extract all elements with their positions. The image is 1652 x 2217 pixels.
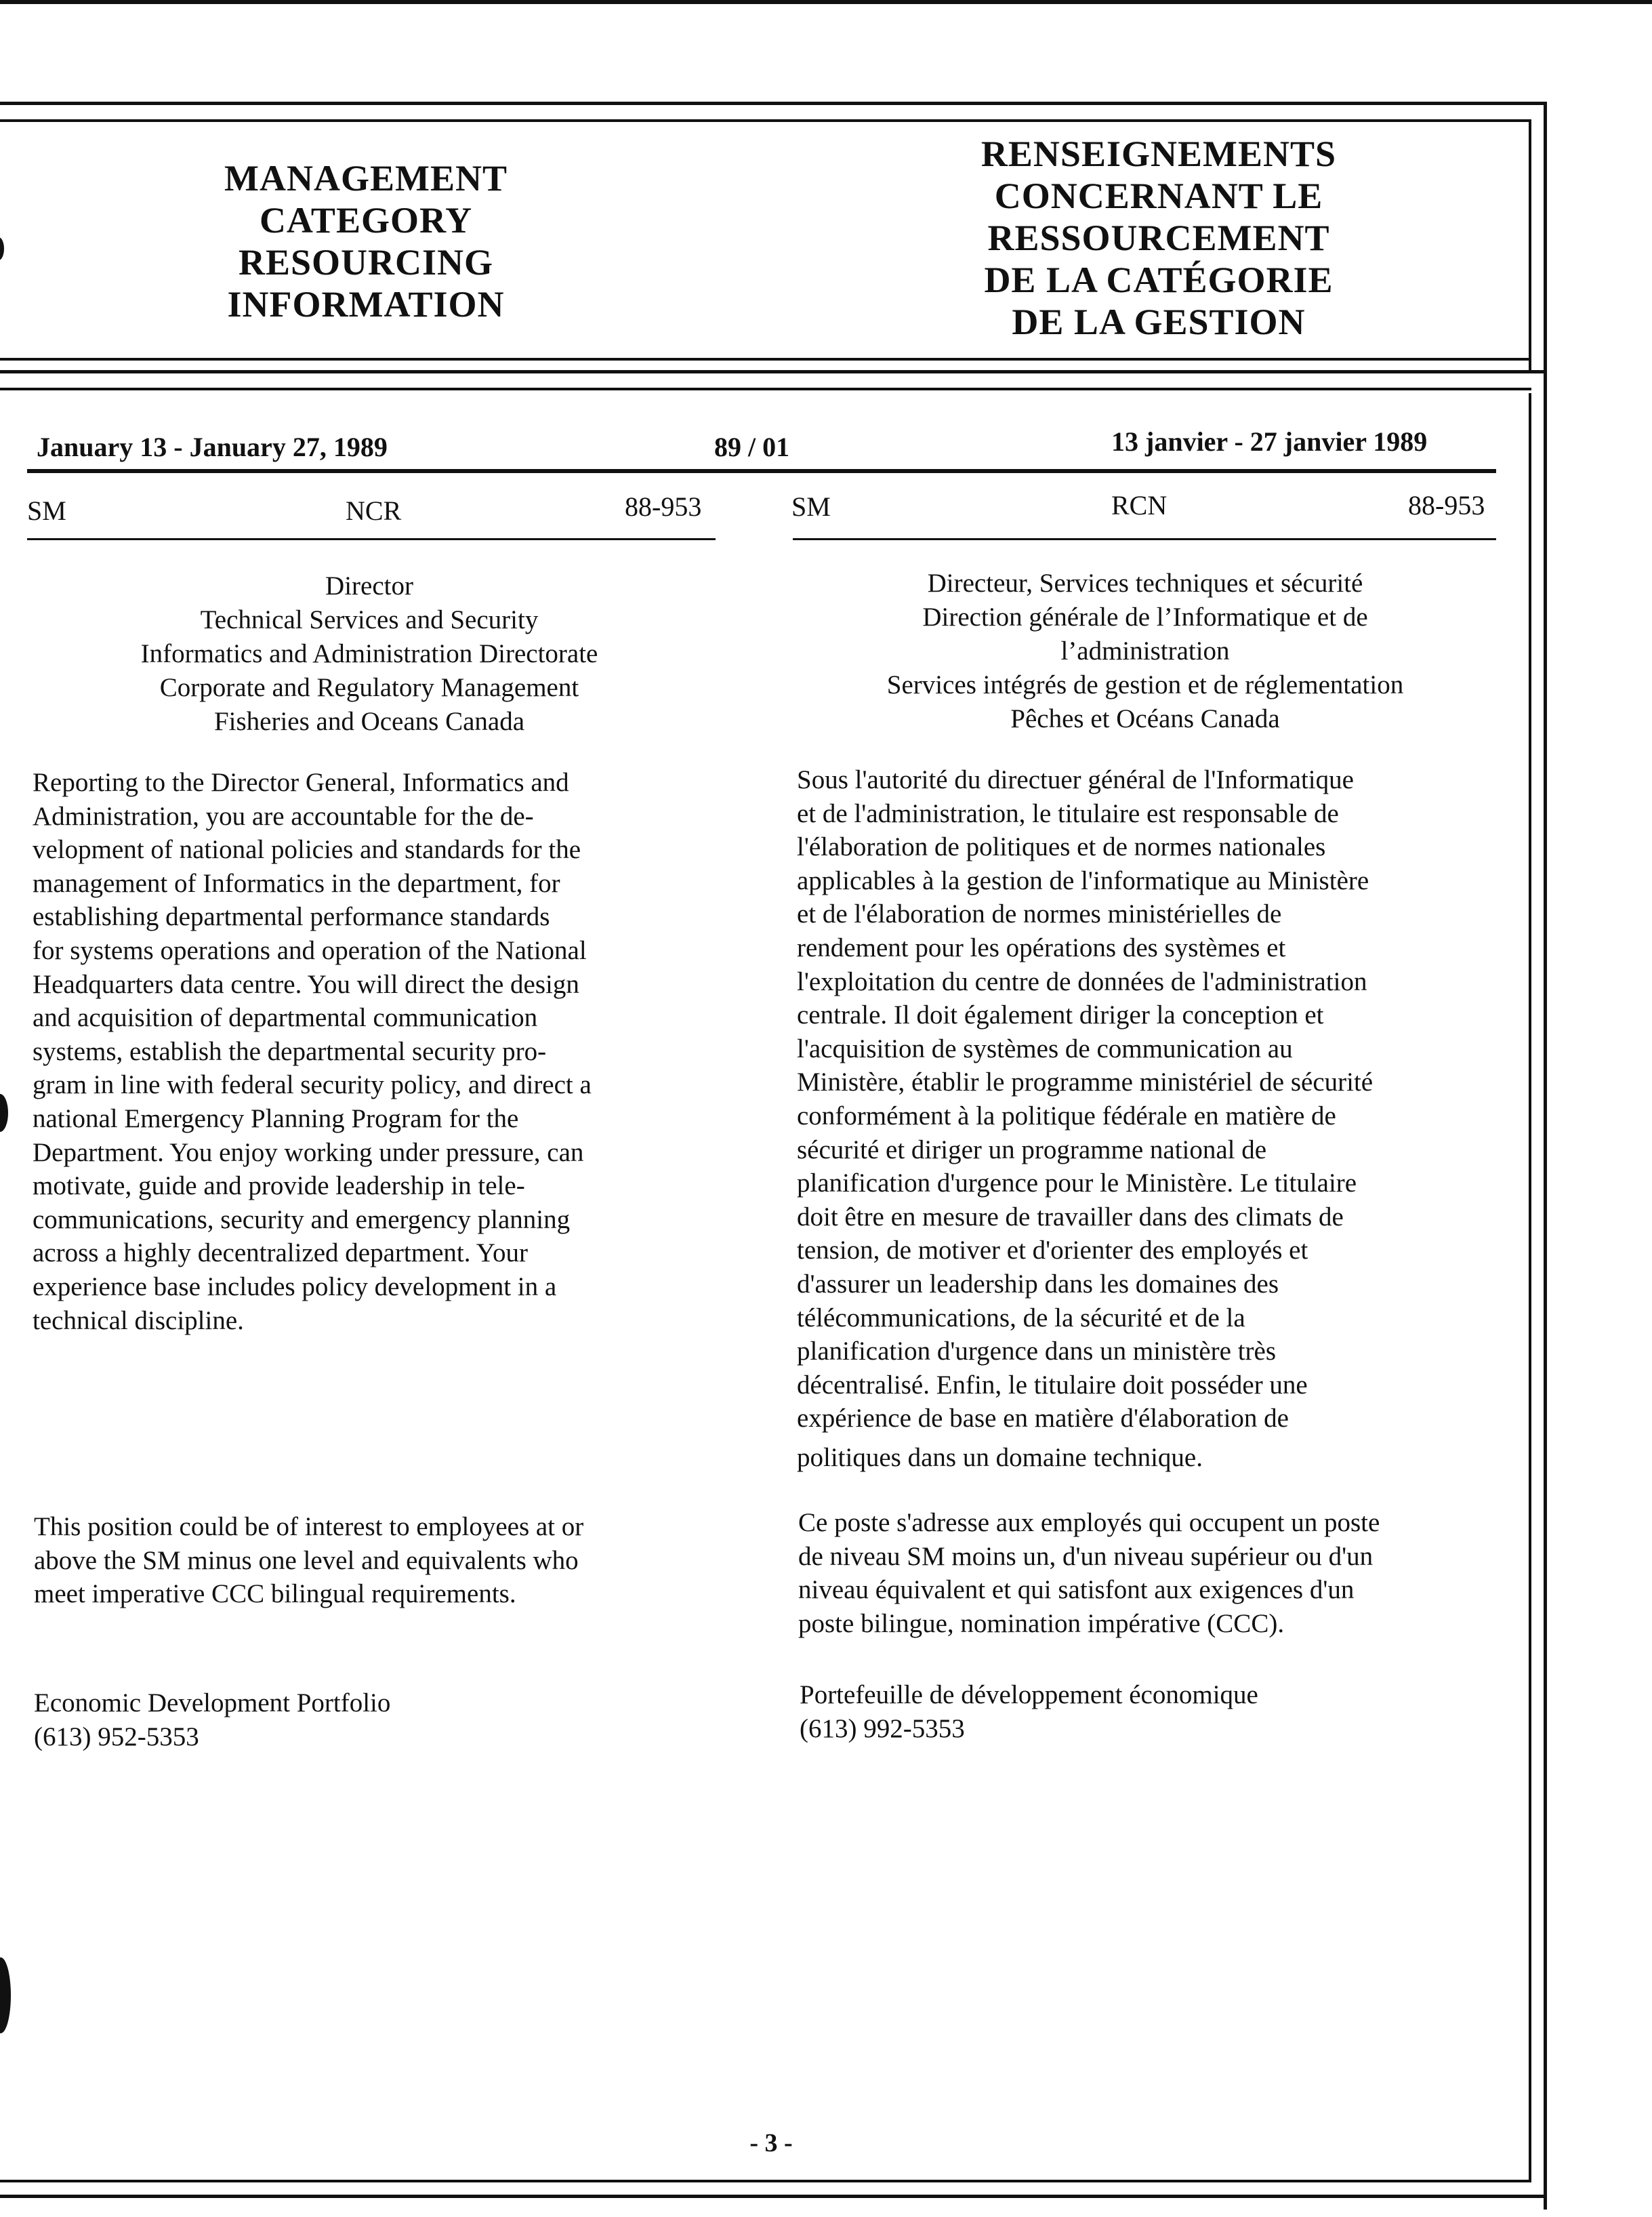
description-line: conformément à la politique fédérale en matière de <box>797 1101 1336 1131</box>
english-eligibility <box>34 1510 725 1611</box>
title-line: MANAGEMENT <box>224 158 508 199</box>
eligibility-line: Ce poste s'adresse aux employés qui occupent un poste <box>798 1508 1380 1537</box>
eligibility-line: above the SM minus one level and equivalents who <box>34 1545 579 1575</box>
description-line: rendement pour les opérations des systèmes et <box>797 933 1286 962</box>
position-title-line: Technical Services and Security <box>200 605 539 634</box>
description-line: tension, de motiver et d'orienter des employés et <box>797 1236 1308 1265</box>
body-frame-top <box>0 388 1531 390</box>
description-line: politiques dans un domaine technique. <box>797 1442 1203 1472</box>
issue-rule <box>27 469 1496 473</box>
description-line: national Emergency Planning Program for the <box>33 1103 519 1133</box>
description-line: l'élaboration de politiques et de normes nationales <box>797 832 1326 862</box>
position-title-line: Informatics and Administration Directorate <box>140 639 598 668</box>
description-line: l'acquisition de systèmes de communication au <box>797 1034 1293 1063</box>
header-frame-top <box>0 102 1545 105</box>
description-line: centrale. Il doit également diriger la conception et <box>797 1000 1324 1030</box>
title-line: INFORMATION <box>227 284 505 325</box>
issue-number: 89 / 01 <box>714 432 790 462</box>
description-line: for systems operations and operation of the National <box>33 935 587 965</box>
english-code-rule <box>27 538 716 540</box>
position-title-line: l’administration <box>1060 636 1230 666</box>
description-line: across a highly decentralized department. Your <box>33 1238 529 1268</box>
body-frame-bottom <box>0 2180 1531 2182</box>
french-competition-number: 88-953 <box>1408 490 1485 521</box>
top-border-line <box>0 0 1652 4</box>
description-line: et de l'élaboration de normes ministérielles de <box>797 899 1282 929</box>
right-frame-inner <box>1529 119 1531 370</box>
position-title-line: Fisheries and Oceans Canada <box>213 707 525 736</box>
position-title-line: Direction générale de l’Informatique et de <box>922 603 1368 632</box>
description-line: management of Informatics in the department, for <box>33 868 560 898</box>
binding-hole-mark <box>0 1957 11 2033</box>
description-line: Ministère, établir le programme ministériel de sécurité <box>797 1067 1374 1097</box>
right-frame-inner-lower <box>1529 393 1531 2180</box>
french-location: RCN <box>1111 490 1168 521</box>
position-title-line: Services intégrés de gestion et de réglementation <box>886 670 1404 699</box>
description-line: décentralisé. Enfin, le titulaire doit posséder une <box>797 1370 1308 1400</box>
french-description <box>797 763 1514 1474</box>
description-line: Headquarters data centre. You will direct the design <box>33 969 579 999</box>
title-line: RESSOURCEMENT <box>987 218 1330 258</box>
description-line: establishing departmental performance standards <box>33 902 550 932</box>
header-title-french <box>922 133 1396 343</box>
description-line: planification d'urgence pour le Ministère. Le titulaire <box>797 1168 1357 1198</box>
description-line: Sous l'autorité du directuer général de l'Informatique <box>797 765 1354 794</box>
binding-hole-mark <box>0 1094 8 1132</box>
english-contact <box>34 1686 390 1754</box>
description-line: systems, establish the departmental security pro- <box>33 1036 547 1066</box>
description-line: Reporting to the Director General, Informatics and <box>33 768 569 797</box>
title-line: RENSEIGNEMENTS <box>980 134 1337 174</box>
title-line: DE LA CATÉGORIE <box>984 260 1334 300</box>
english-group-code: SM <box>27 495 66 526</box>
description-line: applicables à la gestion de l'informatique au Ministère <box>797 866 1369 895</box>
position-title-line: Corporate and Regulatory Management <box>159 673 579 702</box>
description-line: gram in line with federal security policy, and direct a <box>33 1070 592 1100</box>
position-title-line: Pêches et Océans Canada <box>1010 704 1280 733</box>
description-line: doit être en mesure de travailler dans des climats de <box>797 1202 1344 1232</box>
english-position-title <box>27 569 711 739</box>
header-frame-top-inner <box>0 119 1530 122</box>
contact-portfolio: Portefeuille de développement économique <box>800 1680 1258 1709</box>
eligibility-line: This position could be of interest to employees at or <box>34 1512 584 1541</box>
description-line: planification d'urgence dans un ministère très <box>797 1337 1277 1366</box>
contact-phone: (613) 992-5353 <box>800 1714 965 1743</box>
position-title-line: Director <box>325 571 413 601</box>
header-frame-bottom-outer <box>0 370 1545 373</box>
description-line: et de l'administration, le titulaire est responsable de <box>797 798 1339 828</box>
description-line: velopment of national policies and standards for the <box>33 835 581 865</box>
issue-dates-french: 13 janvier - 27 janvier 1989 <box>1111 426 1428 457</box>
description-line: d'assurer un leadership dans les domaines des <box>797 1269 1279 1299</box>
french-group-code: SM <box>791 491 831 522</box>
title-line: CONCERNANT LE <box>994 176 1323 216</box>
title-line: RESOURCING <box>238 242 494 283</box>
eligibility-line: meet imperative CCC bilingual requirements. <box>34 1579 516 1609</box>
description-line: expérience de base en matière d'élaboration de <box>797 1404 1289 1433</box>
french-contact <box>800 1678 1258 1746</box>
description-line: sécurité et diriger un programme national de <box>797 1135 1267 1164</box>
description-line: and acquisition of departmental communication <box>33 1003 538 1033</box>
page-number: - 3 - <box>749 2129 793 2157</box>
bottom-frame-outer <box>0 2195 1546 2198</box>
eligibility-line: niveau équivalent et qui satisfont aux exigences d'un <box>798 1575 1355 1605</box>
english-competition-number: 88-953 <box>625 491 702 522</box>
eligibility-line: de niveau SM moins un, d'un niveau supérieur ou d'un <box>798 1541 1374 1571</box>
header-frame-bottom <box>0 358 1531 361</box>
description-line: experience base includes policy development in a <box>33 1272 557 1301</box>
binding-hole-mark <box>0 237 4 260</box>
header-title-english <box>163 157 569 325</box>
french-code-rule <box>793 538 1496 540</box>
contact-phone: (613) 952-5353 <box>34 1722 199 1751</box>
french-position-title <box>793 567 1498 736</box>
english-location: NCR <box>346 495 402 526</box>
issue-dates-english: January 13 - January 27, 1989 <box>37 432 388 462</box>
contact-portfolio: Economic Development Portfolio <box>34 1688 391 1717</box>
french-eligibility <box>798 1506 1516 1640</box>
title-line: DE LA GESTION <box>1012 302 1306 342</box>
description-line: technical discipline. <box>33 1305 244 1335</box>
description-line: Department. You enjoy working under pressure, can <box>33 1137 584 1167</box>
description-line: motivate, guide and provide leadership in tele- <box>33 1171 525 1201</box>
description-line: Administration, you are accountable for the de- <box>33 801 534 831</box>
description-line: télécommunications, de la sécurité et de la <box>797 1303 1245 1333</box>
description-line: l'exploitation du centre de données de l'administration <box>797 967 1367 996</box>
right-frame-outer <box>1544 102 1547 2210</box>
description-line: communications, security and emergency planning <box>33 1204 571 1234</box>
position-title-line: Directeur, Services techniques et sécurité <box>927 569 1363 598</box>
title-line: CATEGORY <box>259 200 473 241</box>
eligibility-line: poste bilingue, nomination impérative (CCC). <box>798 1608 1285 1638</box>
english-description <box>33 766 718 1337</box>
